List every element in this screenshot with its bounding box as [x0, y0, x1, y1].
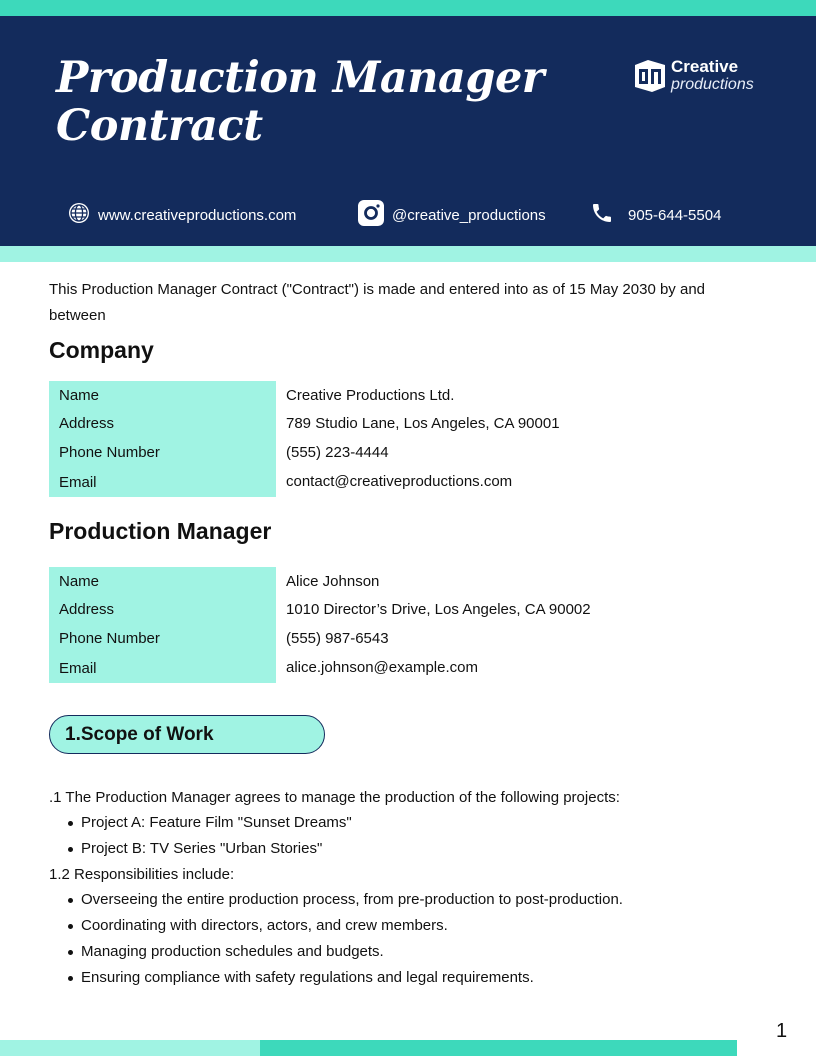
field-label: Email [49, 653, 276, 683]
globe-icon [68, 202, 90, 228]
logo-subtitle: productions [671, 76, 754, 93]
table-row [49, 467, 749, 496]
table-row [49, 381, 749, 409]
website-text: www.creativeproductions.com [98, 206, 297, 224]
footer-strip-teal [260, 1040, 737, 1056]
field-label: Address [49, 595, 276, 624]
manager-details-table [49, 567, 749, 682]
table-row [49, 653, 749, 682]
list-item: Project B: TV Series "Urban Stories" [81, 836, 761, 862]
field-label: Name [49, 381, 276, 409]
phone-icon [590, 201, 614, 229]
table-row [49, 409, 749, 438]
logo-name: Creative [671, 57, 739, 76]
header-banner [0, 16, 816, 246]
page-number: 1 [776, 1020, 788, 1042]
field-value: alice.johnson@example.com [286, 659, 478, 676]
field-value: 1010 Director’s Drive, Los Angeles, CA 90002 [286, 601, 591, 618]
instagram-text: @creative_productions [392, 206, 546, 224]
field-value: (555) 223-4444 [286, 444, 389, 461]
title-line-2: Contract [56, 101, 263, 151]
list-item: Project A: Feature Film "Sunset Dreams" [81, 810, 761, 836]
table-row [49, 624, 749, 653]
table-row [49, 438, 749, 467]
company-heading: Company [49, 337, 154, 363]
field-value: Creative Productions Ltd. [286, 386, 455, 404]
contact-website[interactable] [68, 202, 296, 228]
instagram-icon [358, 200, 384, 230]
logo-mark-icon [632, 57, 668, 93]
list-item: Managing production schedules and budgets. [81, 939, 761, 965]
footer-strip-light [0, 1040, 260, 1056]
contact-instagram[interactable] [358, 202, 546, 228]
responsibilities-list [49, 887, 761, 991]
list-item: Overseeing the entire production process, from pre-production to post-production. [81, 887, 761, 913]
field-value: (555) 987-6543 [286, 630, 389, 647]
top-accent-strip [0, 0, 816, 16]
scope-body [49, 785, 761, 991]
intro-paragraph: This Production Manager Contract ("Contract") is made and entered into as of 15 May 2030 by and between [49, 281, 706, 324]
field-value: 789 Studio Lane, Los Angeles, CA 90001 [286, 415, 560, 432]
company-details-table [49, 381, 749, 496]
field-value: Alice Johnson [286, 572, 380, 590]
list-item: Ensuring compliance with safety regulations and legal requirements. [81, 965, 761, 991]
field-value: contact@creativeproductions.com [286, 473, 513, 490]
company-logo [632, 56, 772, 96]
document-title [56, 54, 576, 150]
table-row [49, 567, 749, 595]
title-line-1: Production Manager [56, 53, 544, 103]
field-label: Phone Number [49, 624, 276, 653]
list-item: Coordinating with directors, actors, and crew members. [81, 913, 761, 939]
projects-list [49, 810, 761, 862]
field-label: Phone Number [49, 438, 276, 467]
field-label: Address [49, 409, 276, 438]
section-heading-scope: 1.Scope of Work [49, 715, 325, 754]
manager-heading: Production Manager [49, 518, 272, 544]
phone-text: 905-644-5504 [628, 206, 722, 224]
header-sub-strip [0, 246, 816, 262]
field-label: Email [49, 467, 276, 497]
table-row [49, 595, 749, 624]
contact-phone[interactable] [590, 202, 721, 228]
scope-paragraph-1: .1 The Production Manager agrees to manage the production of the following projects: [49, 789, 620, 806]
field-label: Name [49, 567, 276, 595]
scope-paragraph-2: 1.2 Responsibilities include: [49, 866, 235, 883]
